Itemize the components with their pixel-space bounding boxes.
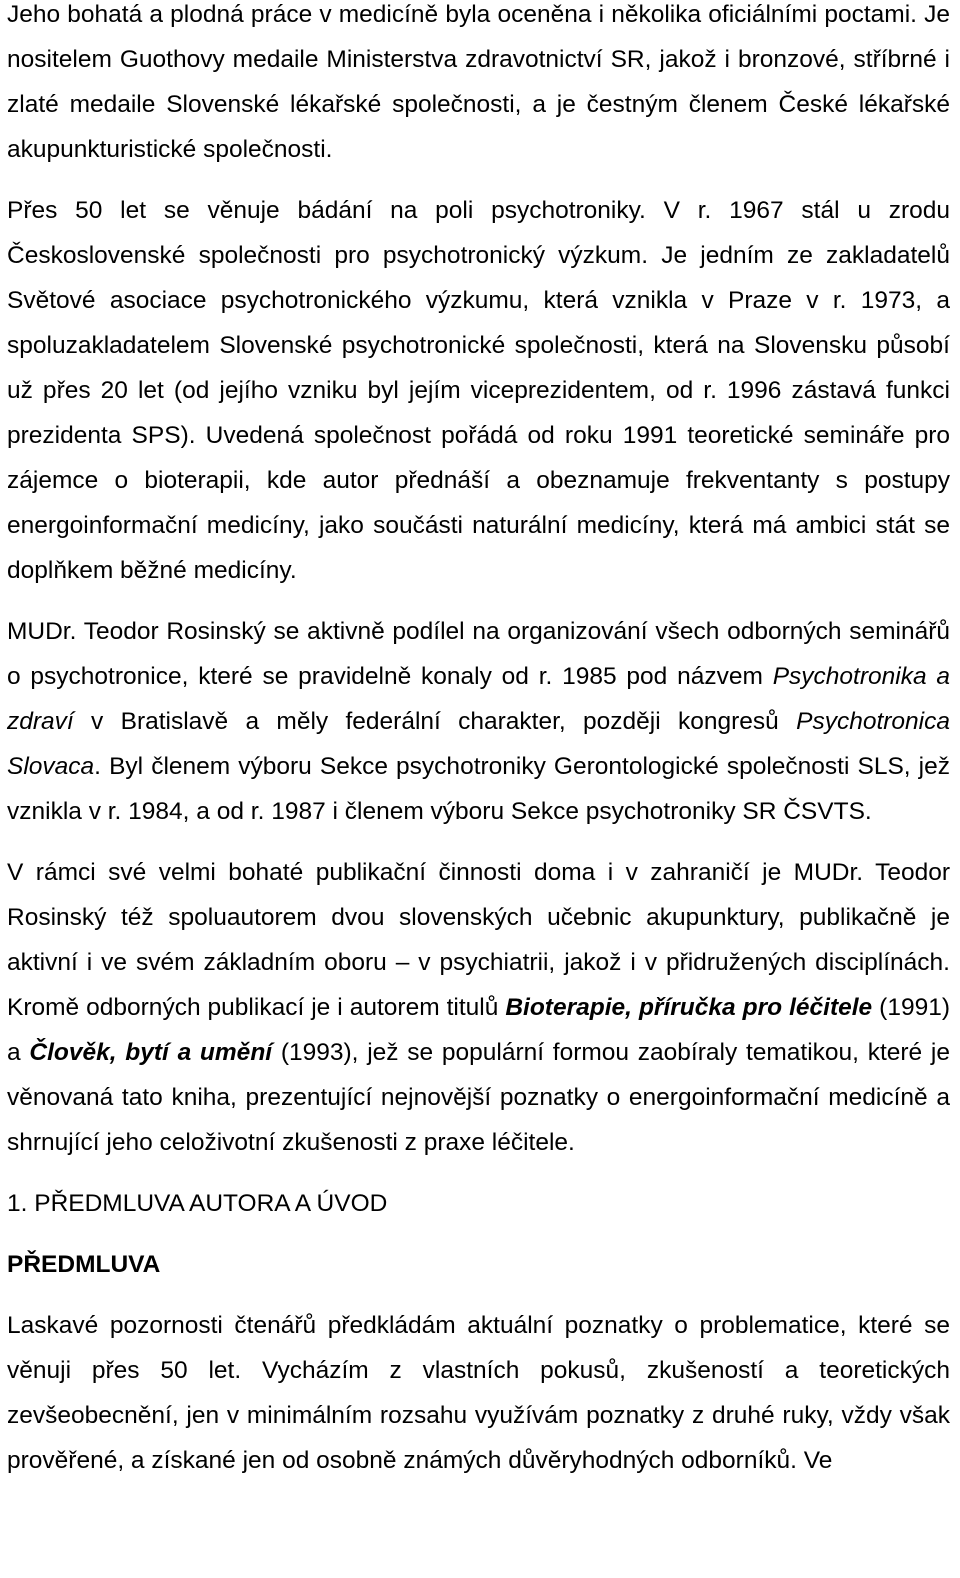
book-title-clovek: Člověk, bytí a umění (29, 1039, 273, 1066)
paragraph-seminars (7, 609, 950, 834)
paragraph-honors: Jeho bohatá a plodná práce v medicíně byla oceněna i několika oficiálními poctami. Je nositelem Guothovy medaile Ministerstva zdravotnictví SR, jakož i bronzové, stříbrné i zlaté medaile Slovenské lékařské společnosti, a je čestným členem České lékařské akupunkturistické společnosti. (7, 1, 950, 163)
text-run: V rámci své velmi bohaté publikační činnosti doma i v zahraničí je MUDr. Teodor Rosinský též spoluautorem dvou slovenských učebnic akupunktury, publikačně je aktivní i ve svém základním oboru – v psychiatrii, jakož i v přidružených disciplínách. Kromě odborných publikací je i autorem titulů (7, 859, 950, 1021)
book-title-bioterapie: Bioterapie, příručka pro léčitele (505, 994, 873, 1021)
text-run: (1991) a (7, 994, 950, 1066)
text-run: (1993), jež se populární formou zaobíraly tematikou, které je věnovaná tato kniha, prezentující nejnovější poznatky o energoinformační medicíně a shrnující jeho celoživotní zkušenosti z praxe léčitele. (7, 1039, 950, 1156)
text-run: v Bratislavě a měly federální charakter, později kongresů (73, 708, 797, 735)
seminar-title-italic: Psychotronika a zdraví (7, 663, 950, 735)
paragraph-publications (7, 850, 950, 1165)
text-run: MUDr. Teodor Rosinský se aktivně podílel na organizování všech odborných seminářů o psychotronice, které se pravidelně konaly od r. 1985 pod názvem (7, 618, 950, 690)
paragraph-psychotronics-research: Přes 50 let se věnuje bádání na poli psychotroniky. V r. 1967 stál u zrodu Československé společnosti pro psychotronický výzkum. Je jedním ze zakladatelů Světové asociace psychotronického výzkumu, která vznikla v Praze v r. 1973, a spoluzakladatelem Slovenské psychotronické společnosti, která na Slovensku působí už přes 20 let (od jejího vzniku byl jejím viceprezidentem, od r. 1996 zástavá funkci prezidenta SPS). Uvedená společnost pořádá od roku 1991 teoretické semináře pro zájemce o bioterapii, kde autor přednáší a obeznamuje frekventanty s postupy energoinformační medicíny, jako součásti naturální medicíny, která má ambici stát se doplňkem běžné medicíny. (7, 197, 950, 584)
paragraph-preface: Laskavé pozornosti čtenářů předkládám aktuální poznatky o problematice, které se věnuji přes 50 let. Vycházím z vlastních pokusů, zkušeností a teoretických zevšeobecnění, jen v minimálním rozsahu využívám poznatky z druhé ruky, vždy však prověřené, a získané jen od osobně známých důvěryhodných odborníků. Ve (7, 1312, 950, 1474)
section-heading: PŘEDMLUVA (7, 1251, 161, 1278)
text-run: . Byl členem výboru Sekce psychotroniky Gerontologické společnosti SLS, jež vznikla v r. 1984, a od r. 1987 i členem výboru Sekce psychotroniky SR ČSVTS. (7, 753, 950, 825)
chapter-heading: 1. PŘEDMLUVA AUTORA A ÚVOD (7, 1190, 388, 1217)
congress-title-italic: Psychotronica Slovaca (7, 708, 950, 780)
